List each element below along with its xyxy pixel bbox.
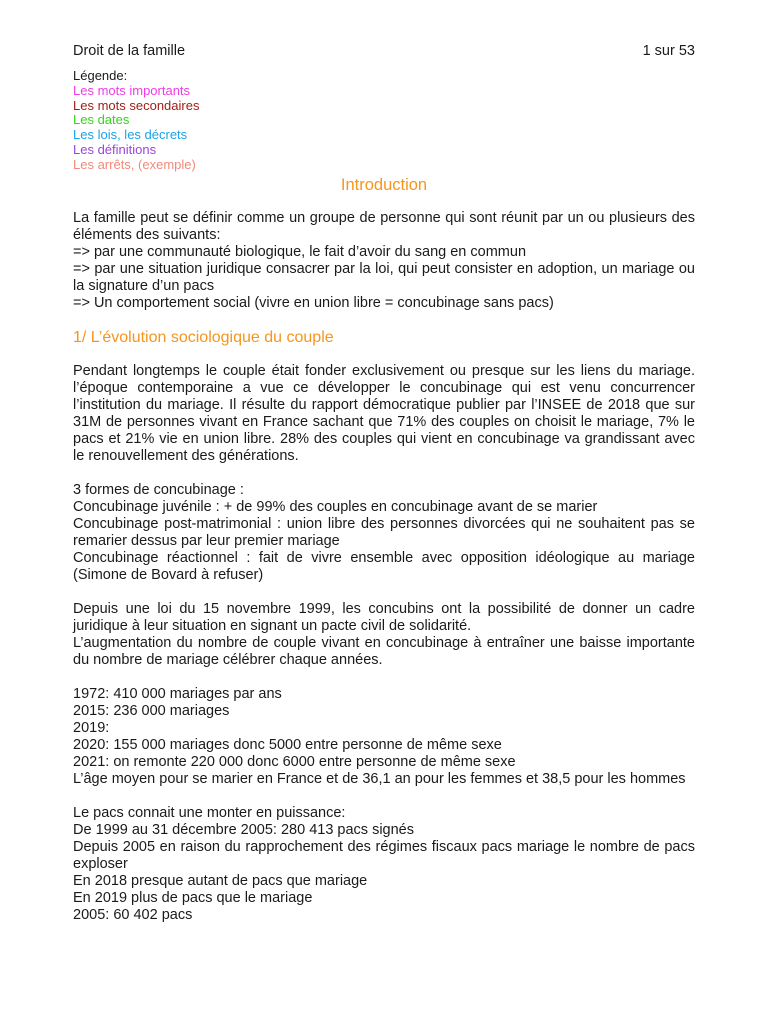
section-paragraph-2: Depuis une loi du 15 novembre 1999, les concubins ont la possibilité de donner un cadre juridique à leur situation en signant un pacte civil de solidarité. bbox=[73, 600, 695, 634]
legend-item: Les dates bbox=[73, 112, 130, 128]
page-title: Introduction bbox=[340, 175, 428, 194]
pacs-line-1: De 1999 au 31 décembre 2005: 280 413 pacs signés bbox=[73, 821, 414, 838]
pacs-line-3: En 2018 presque autant de pacs que mariage bbox=[73, 872, 368, 889]
stat-line: 2021: on remonte 220 000 donc 6000 entre personne de même sexe bbox=[73, 753, 516, 770]
forms-intro: 3 formes de concubinage : bbox=[73, 481, 244, 498]
form-item-juvenile: Concubinage juvénile : + de 99% des couples en concubinage avant de se marier bbox=[73, 498, 598, 515]
intro-point-3: => Un comportement social (vivre en union libre = concubinage sans pacs) bbox=[73, 294, 554, 311]
pacs-line-5: 2005: 60 402 pacs bbox=[73, 906, 193, 923]
legend-label: Légende: bbox=[73, 68, 128, 83]
legend-item: Les définitions bbox=[73, 141, 157, 157]
form-item-post-matrimonial: Concubinage post-matrimonial : union libre des personnes divorcées qui ne souhaitent pas se remarier dessus par leur premier mariage bbox=[73, 515, 695, 549]
stat-line: 2019: bbox=[73, 719, 110, 736]
page-header bbox=[73, 42, 695, 60]
legend-item: Les arrêts, (exemple) bbox=[73, 156, 196, 172]
section-paragraph-1: Pendant longtemps le couple était fonder exclusivement ou presque sur les liens du mariage. l’époque contemporaine a vue ce développer le concubinage qui est venu concurrencer l’institution du mariage. Il résulte du rapport démocratique publier par l’INSEE de 2018 que sur 31M de personnes vivant en France sachant que 71% des couples on choisit le mariage, 7% le pacs et 21% vie en union libre. 28% des couples qui vient en concubinage va grandissant avec le renouvellement des générations. bbox=[73, 362, 695, 464]
course-title: Droit de la famille bbox=[73, 43, 186, 59]
pacs-line-4: En 2019 plus de pacs que le mariage bbox=[73, 889, 313, 906]
stat-line: 1972: 410 000 mariages par ans bbox=[73, 685, 282, 702]
pacs-intro: Le pacs connait une monter en puissance: bbox=[73, 804, 346, 821]
intro-point-2: => par une situation juridique consacrer par la loi, qui peut consister en adoption, un mariage ou la signature d’un pacs bbox=[73, 260, 695, 294]
age-paragraph: L’âge moyen pour se marier en France et de 36,1 an pour les femmes et 38,5 pour les hommes bbox=[73, 770, 686, 787]
page-counter: 1 sur 53 bbox=[642, 43, 695, 59]
section-title: 1/ L’évolution sociologique du couple bbox=[73, 328, 334, 346]
pacs-line-2: Depuis 2005 en raison du rapprochement des régimes fiscaux pacs mariage le nombre de pacs exploser bbox=[73, 838, 695, 872]
stat-line: 2015: 236 000 mariages bbox=[73, 702, 230, 719]
section-paragraph-3: L’augmentation du nombre de couple vivant en concubinage à entraîner une baisse importante du nombre de mariage célébrer chaque années. bbox=[73, 634, 695, 668]
legend-item: Les lois, les décrets bbox=[73, 127, 188, 143]
legend-item: Les mots importants bbox=[73, 82, 191, 98]
legend-item: Les mots secondaires bbox=[73, 97, 200, 113]
legend bbox=[73, 69, 695, 173]
stat-line: 2020: 155 000 mariages donc 5000 entre personne de même sexe bbox=[73, 736, 502, 753]
intro-point-1: => par une communauté biologique, le fait d’avoir du sang en commun bbox=[73, 243, 527, 260]
legend-items bbox=[73, 84, 695, 173]
intro-paragraph: La famille peut se définir comme un groupe de personne qui sont réunit par un ou plusieurs des éléments des suivants: bbox=[73, 209, 695, 243]
form-item-reactionnel: Concubinage réactionnel : fait de vivre ensemble avec opposition idéologique au mariage (Simone de Bovard à refuser) bbox=[73, 549, 695, 583]
